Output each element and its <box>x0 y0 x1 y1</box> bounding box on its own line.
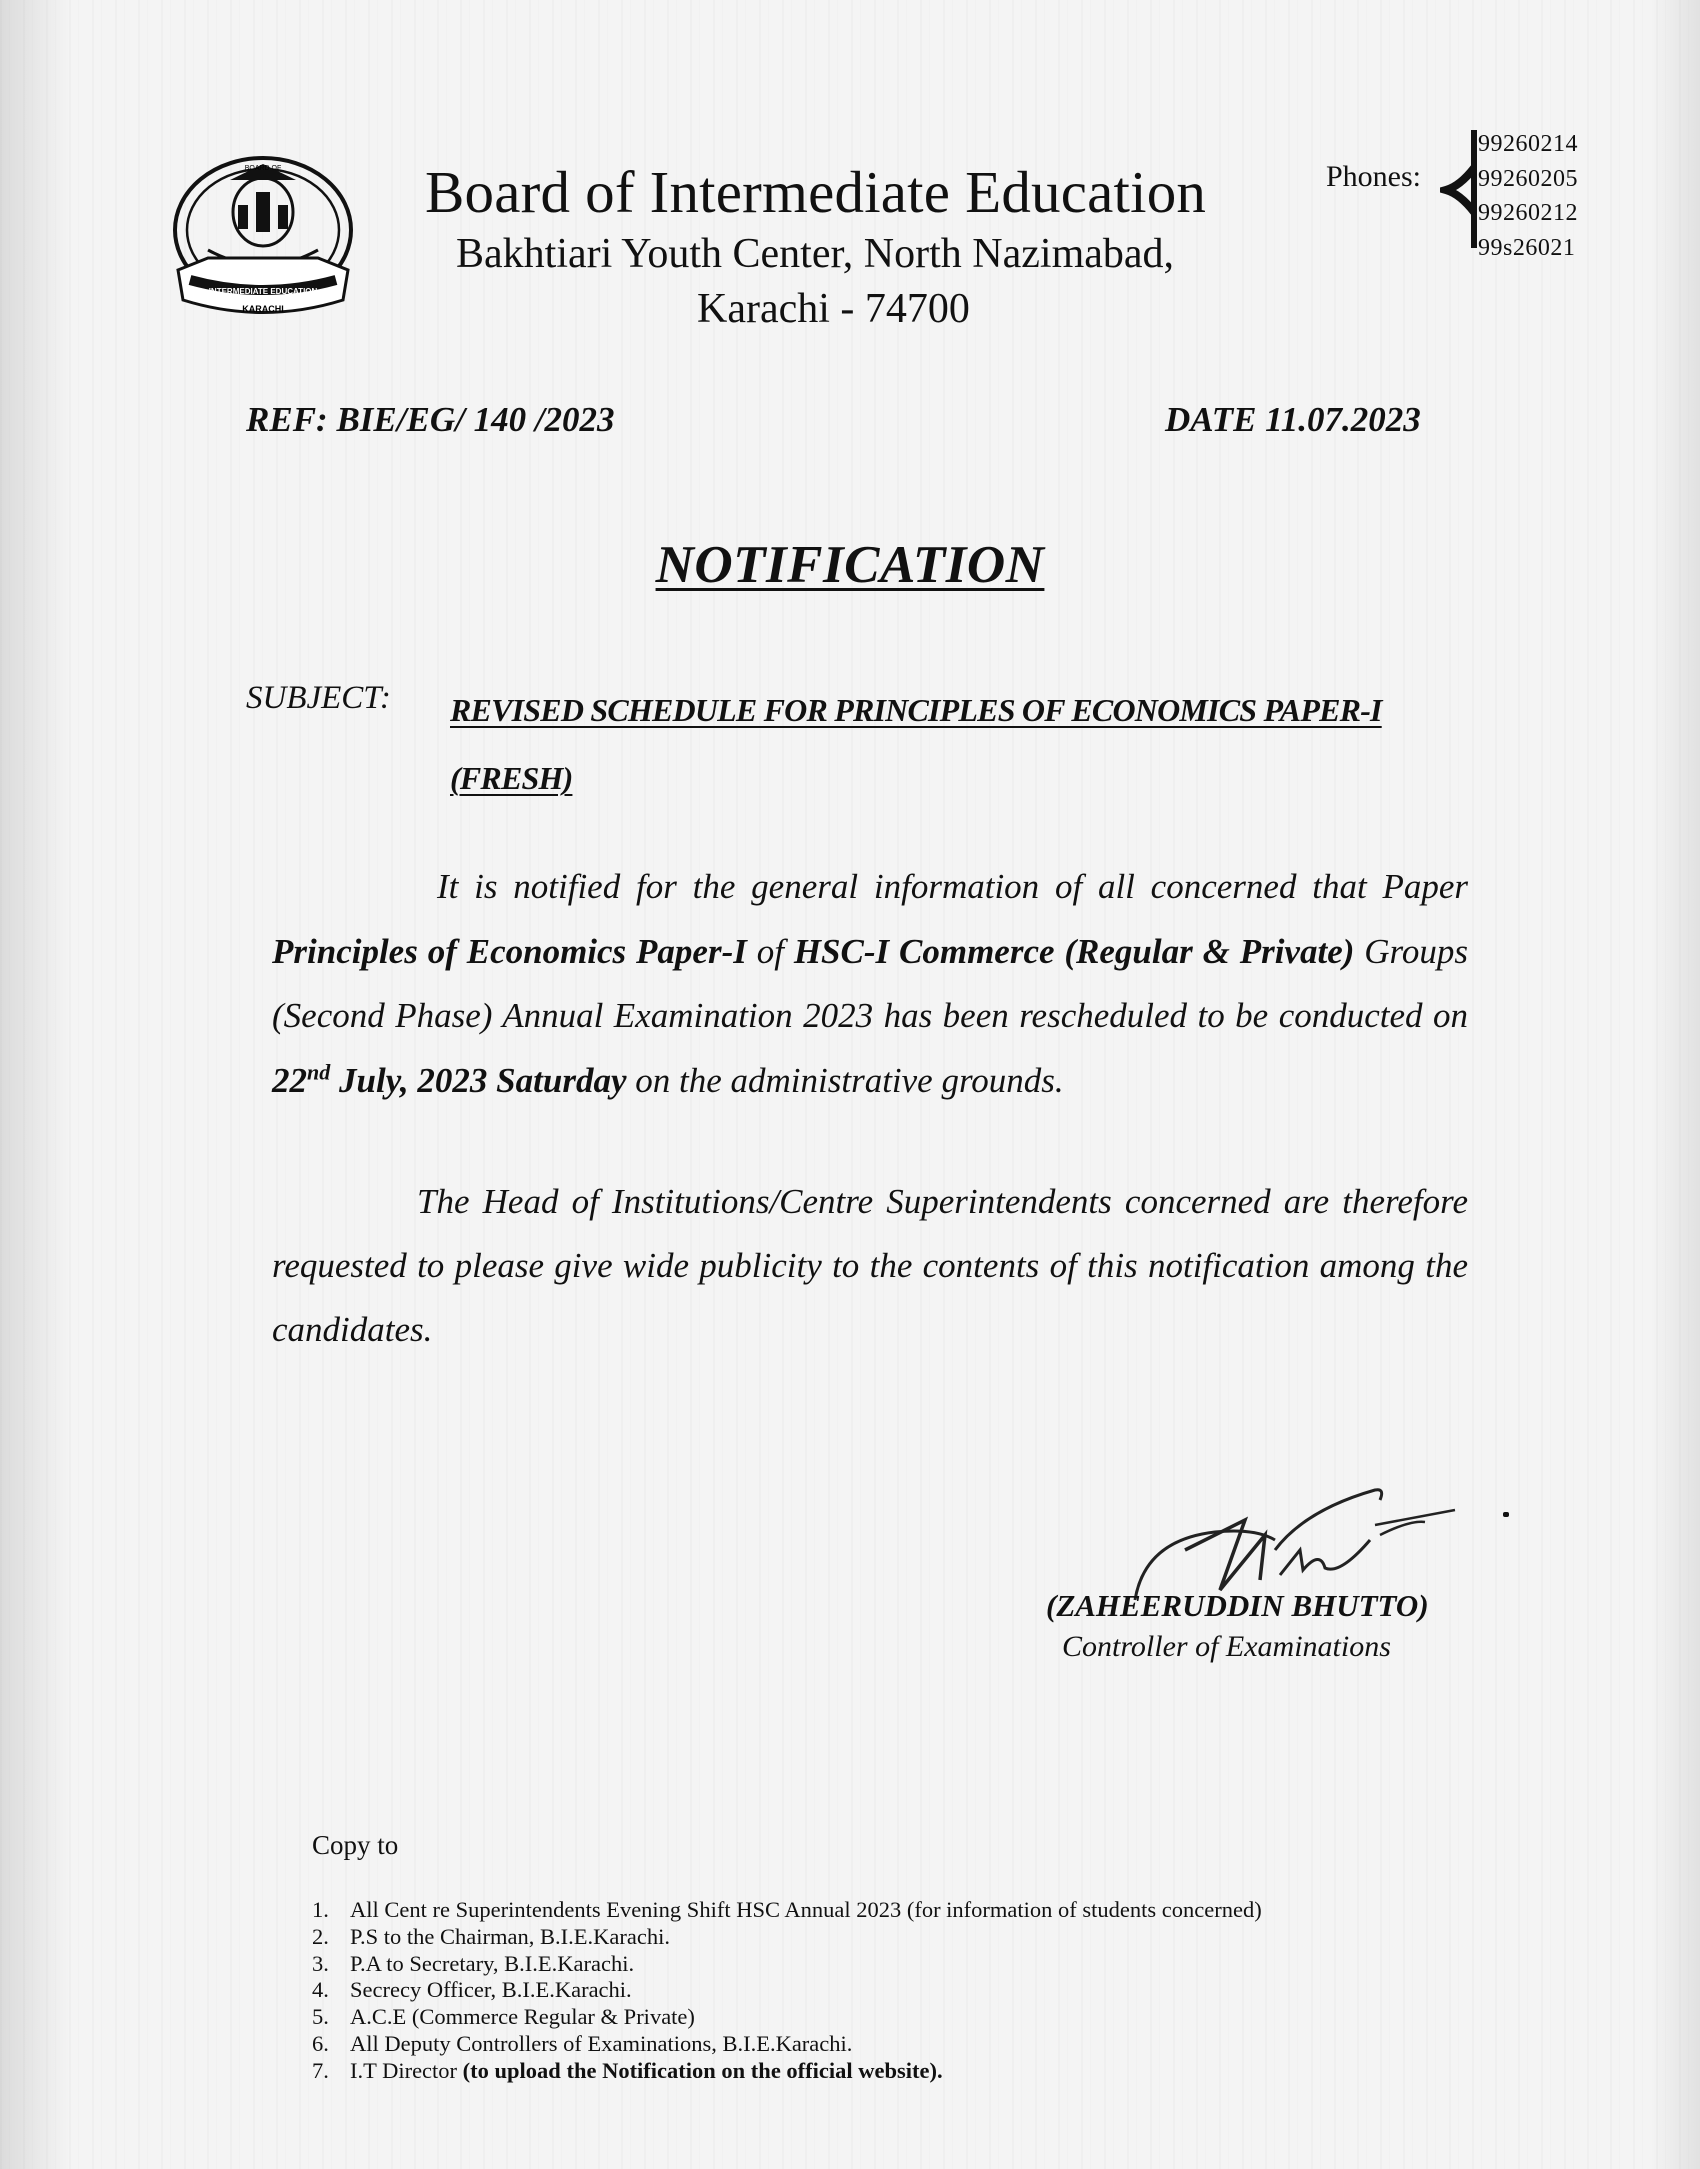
list-item <box>312 1924 1262 1951</box>
logo-top-text: BOARD OF <box>244 165 282 172</box>
exam-day: 22 <box>272 1060 307 1100</box>
para1-exam-date <box>272 1058 627 1100</box>
phone-number: 99260205 <box>1478 165 1578 192</box>
item-number: 1. <box>312 1897 329 1922</box>
copy-to-label: Copy to <box>312 1830 399 1860</box>
body-paragraph-2: The Head of Institutions/Centre Superintendents concerned are therefore requested to please give wide publicity to the contents of this notification among the candidates. <box>272 1182 1468 1349</box>
exam-day-suffix: nd <box>307 1058 331 1084</box>
address-line-2: Karachi - 74700 <box>697 286 970 332</box>
para1-group-name: HSC-I Commerce (Regular & Private) <box>793 931 1355 971</box>
logo-ribbon-text: INTERMEDIATE EDUCATION <box>208 287 318 296</box>
list-item <box>312 2004 1262 2031</box>
phone-number: 99260212 <box>1478 200 1578 226</box>
item-number: 7. <box>312 2057 329 2083</box>
phone-number: 99s26021 <box>1478 234 1576 261</box>
item-number: 5. <box>312 2004 329 2030</box>
item-text: All Deputy Controllers of Examinations, B.I.E.Karachi. <box>350 2030 853 2056</box>
signatory-name: (ZAHEERUDDIN BHUTTO) <box>1046 1588 1429 1623</box>
item-text: All Cent re Superintendents Evening Shift HSC Annual 2023 (for information of students concerned) <box>350 1897 1262 1922</box>
item-text: P.A to Secretary, B.I.E.Karachi. <box>350 1950 635 1976</box>
exam-date-rest: July, 2023 Saturday <box>330 1060 627 1100</box>
para1-text: on the administrative grounds. <box>626 1060 1064 1100</box>
item-number: 3. <box>312 1950 329 1976</box>
item-number: 2. <box>312 1923 329 1949</box>
item-text: Secrecy Officer, B.I.E.Karachi. <box>350 1977 632 2003</box>
logo-city-text: KARACHI <box>242 304 284 314</box>
signatory-title: Controller of Examinations <box>1062 1630 1391 1663</box>
phones-label: Phones: <box>1326 160 1422 193</box>
notification-heading-row <box>0 535 1700 595</box>
list-item <box>312 1977 1262 2004</box>
board-seal-logo <box>168 150 358 320</box>
para1-text: It is notified for the general information of all concerned that Paper <box>437 867 1468 906</box>
notification-heading: NOTIFICATION <box>655 536 1045 594</box>
address-line-1: Bakhtiari Youth Center, North Nazimabad, <box>456 231 1175 277</box>
list-item <box>312 1951 1262 1978</box>
subject-label: SUBJECT: <box>246 680 391 716</box>
para1-text: of <box>746 931 794 971</box>
ink-dot <box>1503 1512 1509 1517</box>
list-item <box>312 1897 1262 1924</box>
scan-edge-left <box>0 0 70 2169</box>
item-number: 6. <box>312 2030 329 2056</box>
para1-text: Groups (Second Phase) Annual Examination 2023 has been rescheduled to be conducted on <box>272 931 1468 1035</box>
item-text: A.C.E (Commerce Regular & Private) <box>350 2004 695 2030</box>
para1-paper-name: Principles of Economics Paper-I <box>272 931 747 971</box>
phone-numbers <box>1478 127 1578 265</box>
list-item <box>312 2058 1262 2085</box>
item-text: P.S to the Chairman, B.I.E.Karachi. <box>350 1923 670 1949</box>
board-title: Board of Intermediate Education <box>425 159 1207 225</box>
reference-number: REF: BIE/EG/ 140 /2023 <box>246 400 615 439</box>
item-text: I.T Director <box>350 2057 463 2083</box>
item-bold-text: (to upload the Notification on the official website). <box>462 2057 943 2083</box>
item-number: 4. <box>312 1977 329 2003</box>
list-item <box>312 2031 1262 2058</box>
curly-brace-icon <box>1440 128 1480 258</box>
document-date: DATE 11.07.2023 <box>1165 400 1421 439</box>
phone-number: 99260214 <box>1478 131 1578 157</box>
body-paragraph-1 <box>272 855 1468 1113</box>
subject-text: REVISED SCHEDULE FOR PRINCIPLES OF ECONOMICS PAPER-I (FRESH) <box>450 692 1382 796</box>
scan-edge-right <box>1650 0 1700 2169</box>
copy-to-list <box>312 1897 1262 2085</box>
